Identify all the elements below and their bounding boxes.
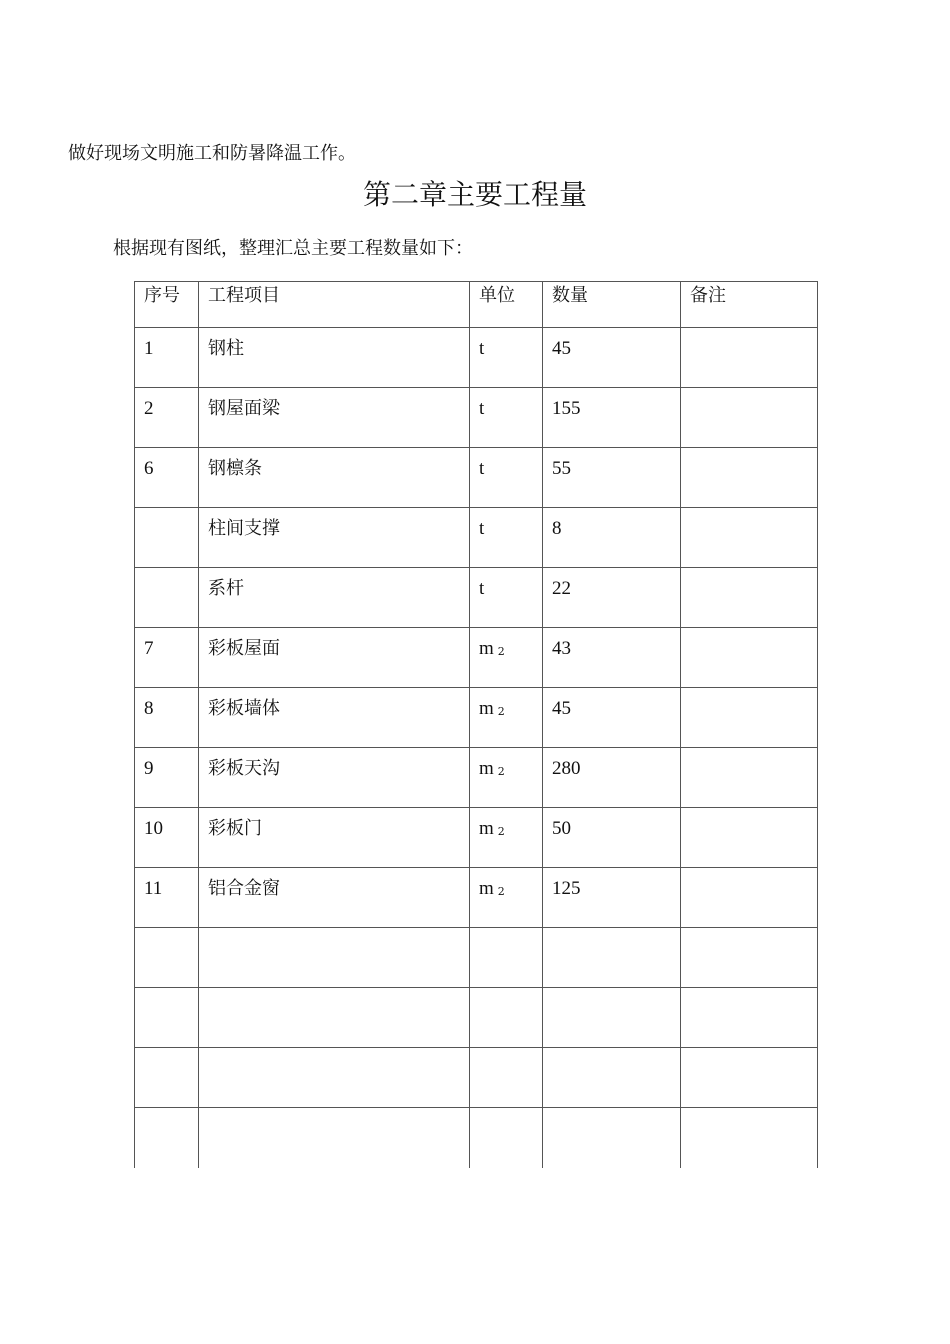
table-body <box>135 328 818 1168</box>
header-no: 序号 <box>135 282 199 328</box>
cell-unit <box>470 568 543 628</box>
cell-no <box>135 628 199 688</box>
cell-unit-text: t <box>479 398 485 419</box>
cell-note <box>681 928 818 988</box>
cell-note <box>681 808 818 868</box>
cell-no <box>135 508 199 568</box>
cell-no <box>135 388 199 448</box>
table-header-row <box>135 282 818 328</box>
cell-qty <box>543 688 681 748</box>
chapter-title: 第二章主要工程量 <box>362 178 587 211</box>
cell-no-text: 10 <box>144 818 163 839</box>
cell-unit-text: t <box>479 338 485 359</box>
cell-no-text: 11 <box>144 878 163 899</box>
cell-unit-text: t <box>479 458 485 479</box>
cell-unit-superscript: 2 <box>497 765 505 778</box>
cell-item <box>199 988 470 1048</box>
cell-item <box>199 808 470 868</box>
cell-no-text: 8 <box>144 698 154 719</box>
cell-qty <box>543 928 681 988</box>
cell-unit <box>470 748 543 808</box>
cell-unit-text: m <box>479 818 494 839</box>
cell-qty-text: 8 <box>552 518 562 539</box>
cell-qty <box>543 568 681 628</box>
cell-unit <box>470 388 543 448</box>
cell-unit <box>470 328 543 388</box>
cell-no <box>135 448 199 508</box>
cell-note <box>681 688 818 748</box>
cell-no <box>135 988 199 1048</box>
cell-item-text: 钢屋面梁 <box>208 398 280 419</box>
table-row <box>135 688 818 748</box>
cell-unit-superscript: 2 <box>497 645 505 658</box>
cell-no <box>135 748 199 808</box>
table-row <box>135 448 818 508</box>
cell-note <box>681 868 818 928</box>
cell-item-text: 彩板门 <box>208 818 262 839</box>
cell-item-text: 铝合金窗 <box>208 878 280 899</box>
cell-no <box>135 808 199 868</box>
cell-no-text: 6 <box>144 458 154 479</box>
cell-unit <box>470 1048 543 1108</box>
cell-no <box>135 1048 199 1108</box>
cell-note <box>681 388 818 448</box>
cell-qty <box>543 1108 681 1168</box>
cell-note <box>681 988 818 1048</box>
table-row <box>135 928 818 988</box>
cell-unit-text: m <box>479 758 494 779</box>
cell-item <box>199 568 470 628</box>
cell-qty-text: 22 <box>552 578 571 599</box>
cell-note <box>681 748 818 808</box>
cell-qty <box>543 628 681 688</box>
cell-qty-text: 45 <box>552 338 571 359</box>
cell-qty <box>543 388 681 448</box>
cell-item-text: 钢檩条 <box>208 458 262 479</box>
cell-qty <box>543 1048 681 1108</box>
cell-item <box>199 1048 470 1108</box>
cell-item <box>199 688 470 748</box>
cell-no <box>135 928 199 988</box>
cell-unit <box>470 688 543 748</box>
cell-item <box>199 328 470 388</box>
cell-item-text: 钢柱 <box>208 338 244 359</box>
cell-no-text: 2 <box>144 398 154 419</box>
cell-no-text: 7 <box>144 638 154 659</box>
table-row <box>135 808 818 868</box>
cell-unit-superscript: 2 <box>497 705 505 718</box>
cell-unit <box>470 628 543 688</box>
table-row <box>135 388 818 448</box>
cell-unit <box>470 808 543 868</box>
cell-no <box>135 688 199 748</box>
cell-item-text: 系杆 <box>208 578 244 599</box>
cell-qty <box>543 748 681 808</box>
cell-qty <box>543 808 681 868</box>
cell-unit-text: t <box>479 578 485 599</box>
cell-unit-superscript: 2 <box>497 885 505 898</box>
cell-qty <box>543 508 681 568</box>
cell-unit-text: m <box>479 878 494 899</box>
cell-no <box>135 568 199 628</box>
cell-qty-text: 55 <box>552 458 571 479</box>
cell-unit-text: t <box>479 518 485 539</box>
table-row <box>135 508 818 568</box>
table-row <box>135 328 818 388</box>
table-row <box>135 628 818 688</box>
cell-qty <box>543 868 681 928</box>
table-row <box>135 748 818 808</box>
cell-item-text: 彩板天沟 <box>208 758 280 779</box>
table-row <box>135 1048 818 1108</box>
cell-qty <box>543 988 681 1048</box>
cell-unit <box>470 508 543 568</box>
cell-qty-text: 50 <box>552 818 571 839</box>
cell-item <box>199 628 470 688</box>
header-unit: 单位 <box>470 282 543 328</box>
cell-unit-text: m <box>479 638 494 659</box>
cell-note <box>681 1048 818 1108</box>
cell-no <box>135 868 199 928</box>
cell-note <box>681 628 818 688</box>
cell-item <box>199 868 470 928</box>
cell-unit <box>470 928 543 988</box>
cell-item-text: 彩板墙体 <box>208 698 280 719</box>
cell-item <box>199 1108 470 1168</box>
quantity-table <box>134 281 818 1168</box>
cell-no-text: 9 <box>144 758 154 779</box>
cell-unit-text: m <box>479 698 494 719</box>
cell-item <box>199 388 470 448</box>
cell-note <box>681 328 818 388</box>
cell-qty-text: 155 <box>552 398 581 419</box>
cell-unit <box>470 988 543 1048</box>
cell-qty-text: 43 <box>552 638 571 659</box>
cell-unit <box>470 868 543 928</box>
cell-no <box>135 328 199 388</box>
cell-qty <box>543 448 681 508</box>
cell-item-text: 彩板屋面 <box>208 638 280 659</box>
cell-note <box>681 508 818 568</box>
cell-no-text: 1 <box>144 338 154 359</box>
table-row <box>135 1108 818 1168</box>
cell-unit <box>470 448 543 508</box>
cell-item <box>199 448 470 508</box>
cell-unit <box>470 1108 543 1168</box>
cell-qty-text: 280 <box>552 758 581 779</box>
intro-paragraph: 做好现场文明施工和防暑降温工作。 <box>68 143 356 164</box>
cell-note <box>681 568 818 628</box>
header-item: 工程项目 <box>199 282 470 328</box>
cell-qty-text: 45 <box>552 698 571 719</box>
table-row <box>135 988 818 1048</box>
cell-qty-text: 125 <box>552 878 581 899</box>
cell-note <box>681 1108 818 1168</box>
cell-item <box>199 748 470 808</box>
header-qty: 数量 <box>543 282 681 328</box>
cell-no <box>135 1108 199 1168</box>
cell-item <box>199 508 470 568</box>
cell-item <box>199 928 470 988</box>
table-row <box>135 568 818 628</box>
cell-unit-superscript: 2 <box>497 825 505 838</box>
lead-paragraph: 根据现有图纸，整理汇总主要工程数量如下： <box>113 238 473 259</box>
cell-item-text: 柱间支撑 <box>208 518 280 539</box>
cell-qty <box>543 328 681 388</box>
cell-note <box>681 448 818 508</box>
table-row <box>135 868 818 928</box>
header-note: 备注 <box>681 282 818 328</box>
